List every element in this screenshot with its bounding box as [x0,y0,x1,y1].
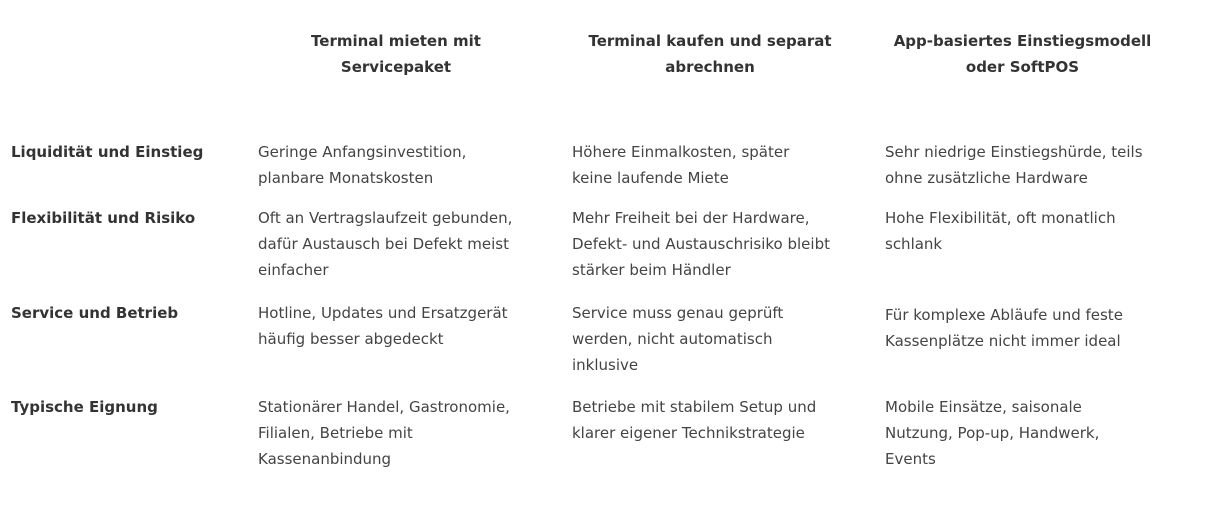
column-header-buy: Terminal kaufen und separat abrechnen [588,32,832,76]
table-cell: Geringe Anfangsinvestition, planbare Monatskosten [258,143,467,187]
table-cell: Hohe Flexibilität, oft monatlich schlank [885,209,1116,253]
column-header-rent: Terminal mieten mit Servicepaket [311,32,481,76]
row-label: Liquidität und Einstieg [11,143,204,161]
table-cell: Service muss genau geprüft werden, nicht automatisch inklusive [572,304,784,374]
table-cell: Mobile Einsätze, saisonale Nutzung, Pop-up, Handwerk, Events [885,398,1100,468]
table-cell: Oft an Vertragslaufzeit gebunden, dafür Austausch bei Defekt meist einfacher [258,209,513,279]
table-cell: Höhere Einmalkosten, später keine laufende Miete [572,143,790,187]
table-header [0,28,1215,88]
table-cell: Sehr niedrige Einstiegshürde, teils ohne zusätzliche Hardware [885,143,1143,187]
row-label: Typische Eignung [11,398,158,416]
table-cell: Hotline, Updates und Ersatzgerät häufig besser abgedeckt [258,304,508,348]
table-cell: Betriebe mit stabilem Setup und klarer eigener Technikstrategie [572,398,817,442]
row-label: Service und Betrieb [11,304,179,322]
table-cell: Mehr Freiheit bei der Hardware, Defekt- und Austauschrisiko bleibt stärker beim Händler [572,209,830,279]
table-cell: Stationärer Handel, Gastronomie, Filialen, Betriebe mit Kassenanbindung [258,398,510,468]
table-cell: Für komplexe Abläufe und feste Kassenplätze nicht immer ideal [885,306,1123,350]
row-label: Flexibilität und Risiko [11,209,196,227]
column-header-app: App-basiertes Einstiegsmodell oder SoftPOS [893,32,1152,76]
